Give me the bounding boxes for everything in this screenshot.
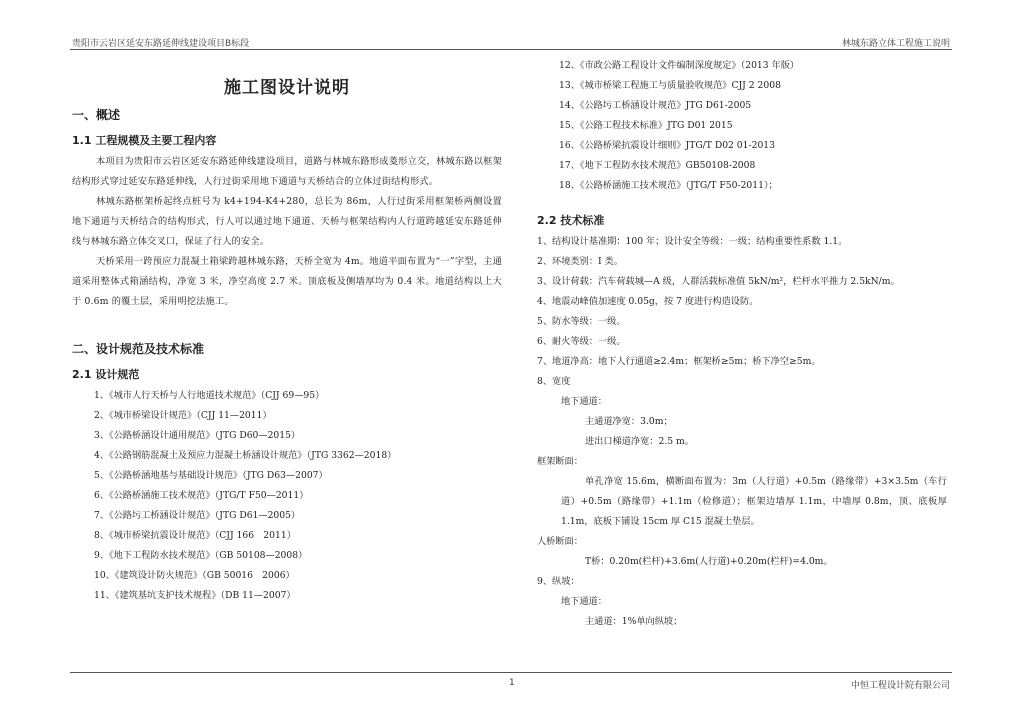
spec-ref-item: 10、《建筑设计防火规范》（GB 50016 2006） [94, 570, 295, 581]
width-underpass-label: 地下通道： [561, 396, 607, 407]
spec-ref-item: 7、《公路圬工桥涵设计规范》（JTG D61—2005） [94, 510, 301, 521]
tech-standard-item: 1、结构设计基准期：100 年；设计安全等级：一级；结构重要性系数 1.1。 [537, 236, 848, 247]
section-2-heading: 二、设计规范及技术标准 [72, 342, 205, 356]
spec-ref-item: 11、《建筑基坑支护技术规程》（DB 11—2007） [94, 590, 296, 601]
spec-ref-item: 12、《市政公路工程设计文件编制深度规定》（2013 年版） [559, 60, 800, 71]
width-main-clear: 主通道净宽：3.0m； [585, 416, 673, 427]
footer-rule [70, 672, 952, 673]
overview-paragraph-2: 林城东路框架桥起终点桩号为 k4+194-K4+280，总长为 86m，人行过街采用框架桥两侧设置地下通道与天桥结合的结构形式，行人可以通过地下通道、天桥与框架结构内人行道跨越延安东路延伸线与林城东路立体交叉口，保证了行人的安全。 [72, 196, 502, 247]
spec-ref-item: 2、《城市桥梁设计规范》（CJJ 11—2011） [94, 410, 272, 421]
overview-paragraph-1: 本项目为贵阳市云岩区延安东路延伸线建设项目，道路与林城东路形成菱形立交，林城东路以框架结构形式穿过延安东路延伸线，人行过街采用地下通道与天桥结合的立体过街结构形式。 [72, 156, 502, 187]
spec-ref-item: 17、《地下工程防水技术规范》GB50108-2008 [559, 160, 756, 171]
page-number: 1 [509, 678, 515, 688]
spec-ref-item: 9、《地下工程防水技术规范》（GB 50108—2008） [94, 550, 308, 561]
width-bridge-label: 人桥断面： [537, 536, 583, 547]
header-rule [70, 49, 952, 50]
section-1-1-heading: 1.1 工程规模及主要工程内容 [72, 134, 217, 147]
slope-underpass-label: 地下通道： [561, 596, 607, 607]
left-column [72, 56, 502, 606]
spec-ref-item: 16、《公路桥梁抗震设计细则》JTG/T D02 01-2013 [559, 140, 775, 151]
section-2-1-heading: 2.1 设计规范 [72, 368, 140, 381]
spec-ref-item: 18、《公路桥涵施工技术规范》（JTG/T F50-2011）； [559, 180, 778, 191]
right-column [537, 56, 947, 632]
tech-standard-item: 7、地道净高：地下人行通道≥2.4m；框架桥≥5m；桥下净空≥5m。 [537, 356, 821, 367]
company-name: 中恒工程设计院有限公司 [850, 681, 950, 691]
document-title: 施工图设计说明 [224, 78, 350, 98]
width-bridge-description: T桥：0.20m(栏杆)+3.6m(人行道)+0.20m(栏杆)=4.0m。 [585, 556, 833, 567]
spec-ref-item: 15、《公路工程技术标准》JTG D01 2015 [559, 120, 733, 131]
width-entrance-clear: 进出口梯道净宽：2.5 m。 [585, 436, 694, 447]
spec-ref-item: 6、《公路桥涵施工技术规范》（JTG/T F50—2011） [94, 490, 309, 501]
spec-ref-item: 1、《城市人行天桥与人行地道技术规范》（CJJ 69—95） [94, 390, 325, 401]
overview-paragraph-3: 天桥采用一跨预应力混凝土箱梁跨越林城东路，天桥全宽为 4m。地道平面布置为“一”字型，主通道采用整体式箱涵结构，净宽 3 米，净空高度 2.7 米。顶底板及侧墙厚均为 0.4 米。地道结构以上大于 0.6m 的覆土层，采用明挖法施工。 [72, 256, 502, 307]
tech-standard-item: 8、宽度 [537, 376, 571, 387]
header-project-name: 贵阳市云岩区延安东路延伸线建设项目B标段 [72, 39, 250, 49]
tech-standard-item: 6、耐火等级：一级。 [537, 336, 626, 347]
tech-standard-item: 4、地震动峰值加速度 0.05g，按 7 度进行构造设防。 [537, 296, 759, 307]
width-frame-label: 框架断面： [537, 456, 583, 467]
spec-ref-item: 5、《公路桥涵地基与基础设计规范》（JTG D63—2007） [94, 470, 328, 481]
slope-label: 9、纵坡： [537, 576, 580, 587]
tech-standard-item: 5、防水等级：一级。 [537, 316, 626, 327]
tech-standard-item: 2、环境类别：I 类。 [537, 256, 623, 267]
spec-ref-item: 4、《公路钢筋混凝土及预应力混凝土桥涵设计规范》（JTG 3362—2018） [94, 450, 397, 461]
tech-standard-item: 3、设计荷载：汽车荷载城—A 级，人群活载标准值 5kN/m²，栏杆水平推力 2.5kN/m。 [537, 276, 900, 287]
spec-ref-item: 14、《公路圬工桥涵设计规范》JTG D61-2005 [559, 100, 752, 111]
header-doc-name: 林城东路立体工程施工说明 [841, 39, 950, 49]
spec-ref-item: 3、《公路桥涵设计通用规范》（JTG D60—2015） [94, 430, 301, 441]
width-frame-description: 单孔净宽 15.6m，横断面布置为：3m（人行道）+0.5m（路缘带）+3×3.5m（车行道）+0.5m（路缘带）+1.1m（检修道）；框架边墙厚 1.1m，中墙厚 0.8m，顶、底板厚 1.1m，底板下铺设 15cm 厚 C15 混凝土垫层。 [561, 476, 947, 527]
spec-ref-item: 8、《城市桥梁抗震设计规范》（CJJ 166 2011） [94, 530, 296, 541]
section-1-heading: 一、概述 [72, 108, 121, 122]
slope-main: 主通道：1%单向纵坡； [585, 616, 683, 627]
spec-ref-item: 13、《城市桥梁工程施工与质量验收规范》CJJ 2 2008 [559, 80, 781, 91]
section-2-2-heading: 2.2 技术标准 [537, 214, 605, 227]
